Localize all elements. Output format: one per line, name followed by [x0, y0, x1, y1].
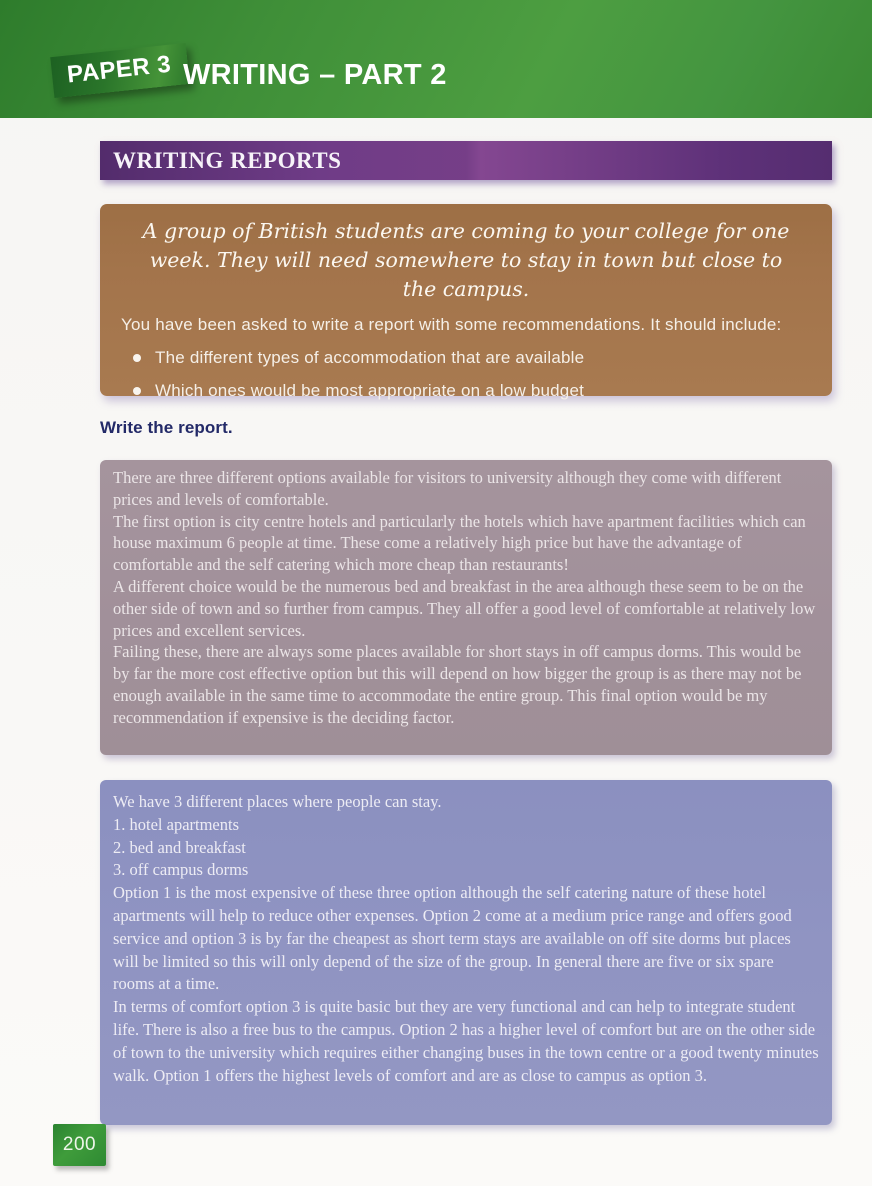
- report-list-item: 3. off campus dorms: [113, 860, 249, 880]
- page-number-badge: [53, 1124, 106, 1166]
- bullet-icon: [133, 387, 141, 395]
- task-bullet-text: Which ones would be most appropriate on a low budget: [155, 381, 585, 400]
- task-prompt-text: A group of British students are coming to your college for one week. They will need somewhere to stay in town but close to the campus.: [142, 219, 790, 301]
- task-bullet-item: [133, 380, 812, 401]
- task-intro-text: You have been asked to write a report with some recommendations. It should include:: [121, 315, 782, 334]
- paper-3-ribbon: [50, 43, 190, 98]
- report-list-item: 1. hotel apartments: [113, 814, 240, 834]
- report-paragraph: The first option is city centre hotels and particularly the hotels which have apartment facilities which can house maximum 6 people at time. These come a relatively high price but have the advantage of comfortable and the self catering which more cheap than restaurants!: [113, 511, 806, 575]
- write-report-instruction: Write the report.: [100, 418, 233, 437]
- task-bullet-text: The different types of accommodation that are available: [155, 348, 585, 367]
- bullet-icon: [133, 354, 141, 362]
- header-banner: [0, 0, 872, 118]
- report-paragraph: There are three different options available for visitors to university although they come with different prices and levels of comfortable.: [113, 468, 782, 509]
- task-prompt-box: [100, 204, 832, 400]
- page-content: [100, 141, 832, 1125]
- report-paragraph: In terms of comfort option 3 is quite basic but they are very functional and can help to integrate student life. There is also a free bus to the campus. Option 2 has a higher level of comfort but are on the other side of town to the university which requires either changing buses in the town centre or a good twenty minutes walk. Option 1 offers the highest levels of comfort and are as close to campus as option 3.: [113, 997, 819, 1085]
- report-paragraph: Option 1 is the most expensive of these three option although the self catering nature of these hotel apartments will help to reduce other expenses. Option 2 come at a medium price range and offers good service and option 3 is by far the cheapest as short term stays are available on off site dorms but places will be limited so this will only depend of the size of the group. In general there are five or six spare rooms at a time.: [113, 883, 792, 994]
- report-paragraph: We have 3 different places where people can stay.: [113, 792, 442, 811]
- report-list-item: 2. bed and breakfast: [113, 837, 246, 857]
- task-bullet-item: [133, 347, 812, 368]
- page-number: 200: [62, 1134, 97, 1155]
- section-title-bar: [100, 141, 832, 180]
- report-paragraph: Failing these, there are always some places available for short stays in off campus dorms. This would be by far the more cost effective option but this will depend on how bigger the group is as there may not be enough available in the same time to accommodate the entire group. This final option would be my recommendation if expensive is the deciding factor.: [113, 642, 802, 727]
- sample-report-1: [100, 460, 832, 755]
- page-title: WRITING – PART 2: [183, 59, 447, 91]
- report-paragraph: A different choice would be the numerous bed and breakfast in the area although these seem to be on the other side of town and so further from campus. They all offer a good level of comfortable at relatively low prices and excellent services.: [113, 576, 816, 640]
- paper-3-ribbon-label: PAPER 3: [65, 50, 173, 89]
- section-title: WRITING REPORTS: [113, 147, 342, 173]
- sample-report-2: [100, 780, 832, 1125]
